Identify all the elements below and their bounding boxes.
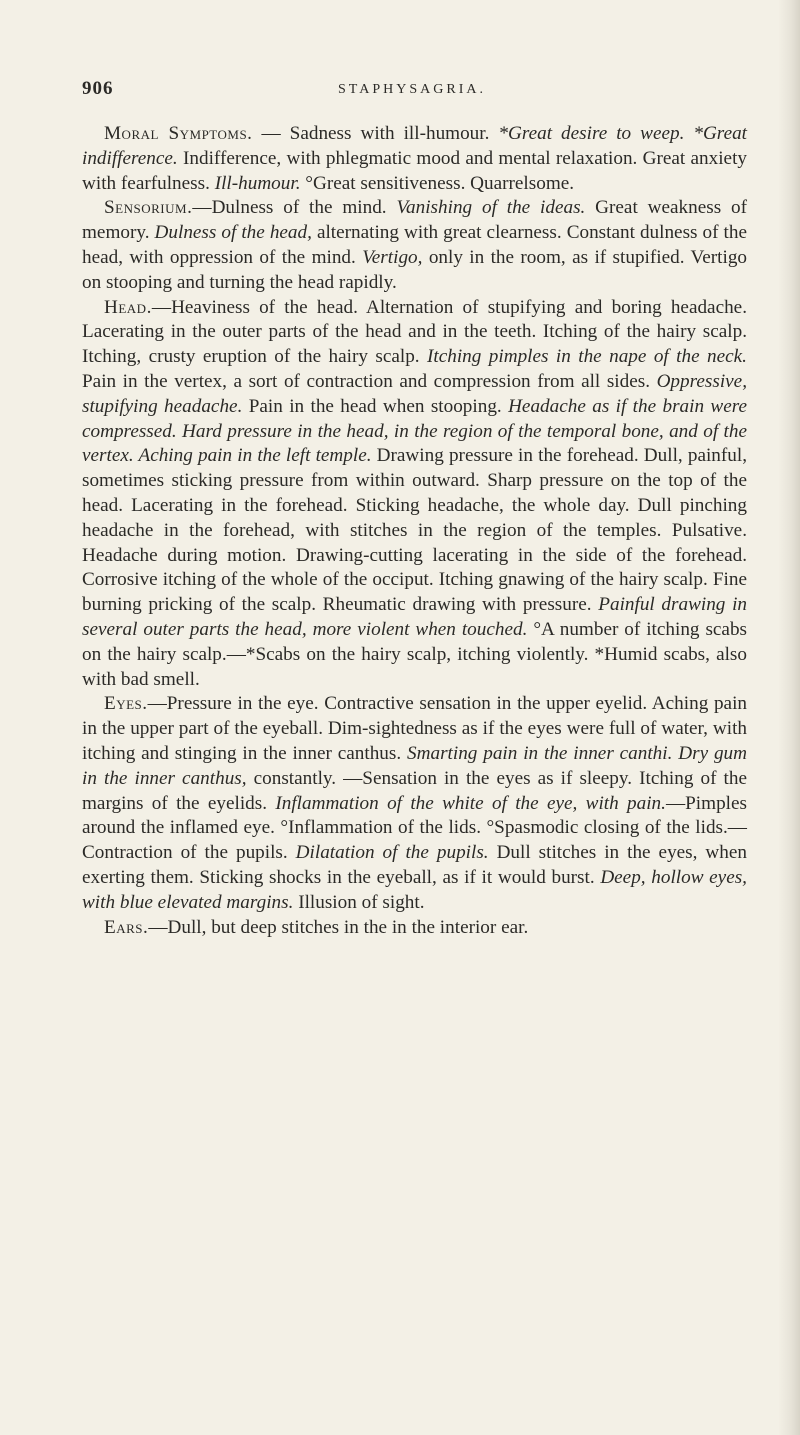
running-head: STAPHYSAGRIA. xyxy=(338,82,486,97)
text-run: Drawing pressure in the forehead. Dull, painful, sometimes sticking pressure from within outward. Sharp pressure on the top of the head. Lacerating in the forehead. Sticking headache, the whole day. Dull pinching headache in the forehead, with stitches in the region of the temples. Pulsative. Headache during motion. Drawing-cutting lacerating in the side of the forehead. Corrosive itching of the whole of the occiput. Itching gnawing of the hairy scalp. Fine burning pricking of the scalp. Rheumatic drawing with pressure. xyxy=(82,445,747,616)
text-run: Pain in the vertex, a sort of contraction and compression from all sides. xyxy=(82,370,657,392)
italic-run: Dulness of the head, xyxy=(154,222,312,244)
italic-run: Oppressive, stupifying headache. xyxy=(82,370,747,417)
italic-run: Dilatation of the pupils. xyxy=(295,842,489,864)
text-run: constantly. —Sensation in the eyes as if sleepy. Itching of the margins of the eyelids. xyxy=(82,767,747,814)
italic-run: Headache as if the brain were compressed. Hard pressure in the head, in the region of the temporal bone, and of the vertex. Aching pain in the left temple. xyxy=(82,395,748,467)
italic-run: Painful drawing in several outer parts the head, more violent when touched. xyxy=(82,594,748,640)
italic-run: Ill-humour. xyxy=(214,172,301,194)
italic-run: Smarting pain in the inner canthi. Dry gum in the inner canthus, xyxy=(82,742,748,789)
italic-run: Deep, hollow eyes, with blue elevated margins. xyxy=(82,866,747,913)
section-heading: Eyes. xyxy=(104,693,148,715)
italic-run: Itching pimples in the nape of the neck. xyxy=(427,346,747,368)
section-paragraph xyxy=(82,916,747,941)
page-number: 906 xyxy=(82,78,114,99)
text-run: °A number of itching scabs on the hairy scalp.—*Scabs on the hairy scalp, itching violently. *Humid scabs, also with bad smell. xyxy=(82,618,748,690)
italic-run: Inflammation of the white of the eye, with pain. xyxy=(275,792,666,814)
text-run: °Great sensitiveness. Quarrelsome. xyxy=(300,172,575,194)
section-heading: Moral Symptoms. xyxy=(104,123,253,144)
text-run: alternating with great clearness. Constant dulness of the head, with oppression of the mind. xyxy=(82,222,747,268)
text-run: —Heaviness of the head. Alternation of stupifying and boring headache. Lacerating in the outer parts of the head and in the teeth. Itching of the hairy scalp. Itching, crusty eruption of the hairy scalp. xyxy=(82,296,747,368)
section-heading: Sensorium. xyxy=(104,197,193,219)
section-paragraph xyxy=(82,196,747,295)
page-header xyxy=(82,78,742,108)
section-paragraph xyxy=(82,122,747,196)
text-run: Indifference, with phlegmatic mood and mental relaxation. Great anxiety with fearfulness. xyxy=(82,147,747,194)
body-text xyxy=(82,122,747,940)
text-run: Pain in the head when stooping. xyxy=(242,395,509,417)
italic-run: *Great desire to weep. *Great indifference. xyxy=(82,123,748,169)
section-heading: Ears. xyxy=(104,916,149,938)
text-run: —Pimples around the inflamed eye. °Inflammation of the lids. °Spasmodic closing of the lids.—Contraction of the pupils. xyxy=(82,792,747,864)
page-edge-shadow xyxy=(778,0,800,1435)
text-run: only in the room, as if stupified. Vertigo on stooping and turning the head rapidly. xyxy=(82,246,748,293)
text-run: — Sadness with ill-humour. xyxy=(252,123,499,144)
section-paragraph xyxy=(82,296,747,693)
italic-run: Vanishing of the ideas. xyxy=(396,197,586,219)
section-heading: Head. xyxy=(104,296,152,318)
text-run: —Dull, but deep stitches in the in the interior ear. xyxy=(148,916,529,938)
text-run: Great weakness of memory. xyxy=(82,197,747,244)
section-paragraph xyxy=(82,692,747,915)
text-run: —Pressure in the eye. Contractive sensation in the upper eyelid. Aching pain in the upper part of the eyeball. Dim-sightedness as if the eyes were full of water, with itching and stinging in the inner canthus. xyxy=(82,693,747,764)
text-run: Illusion of sight. xyxy=(293,891,425,913)
text-run: Dull stitches in the eyes, when exerting them. Sticking shocks in the eyeball, as if it would burst. xyxy=(82,842,747,888)
text-run: —Dulness of the mind. xyxy=(192,197,397,219)
italic-run: Vertigo, xyxy=(362,246,423,268)
